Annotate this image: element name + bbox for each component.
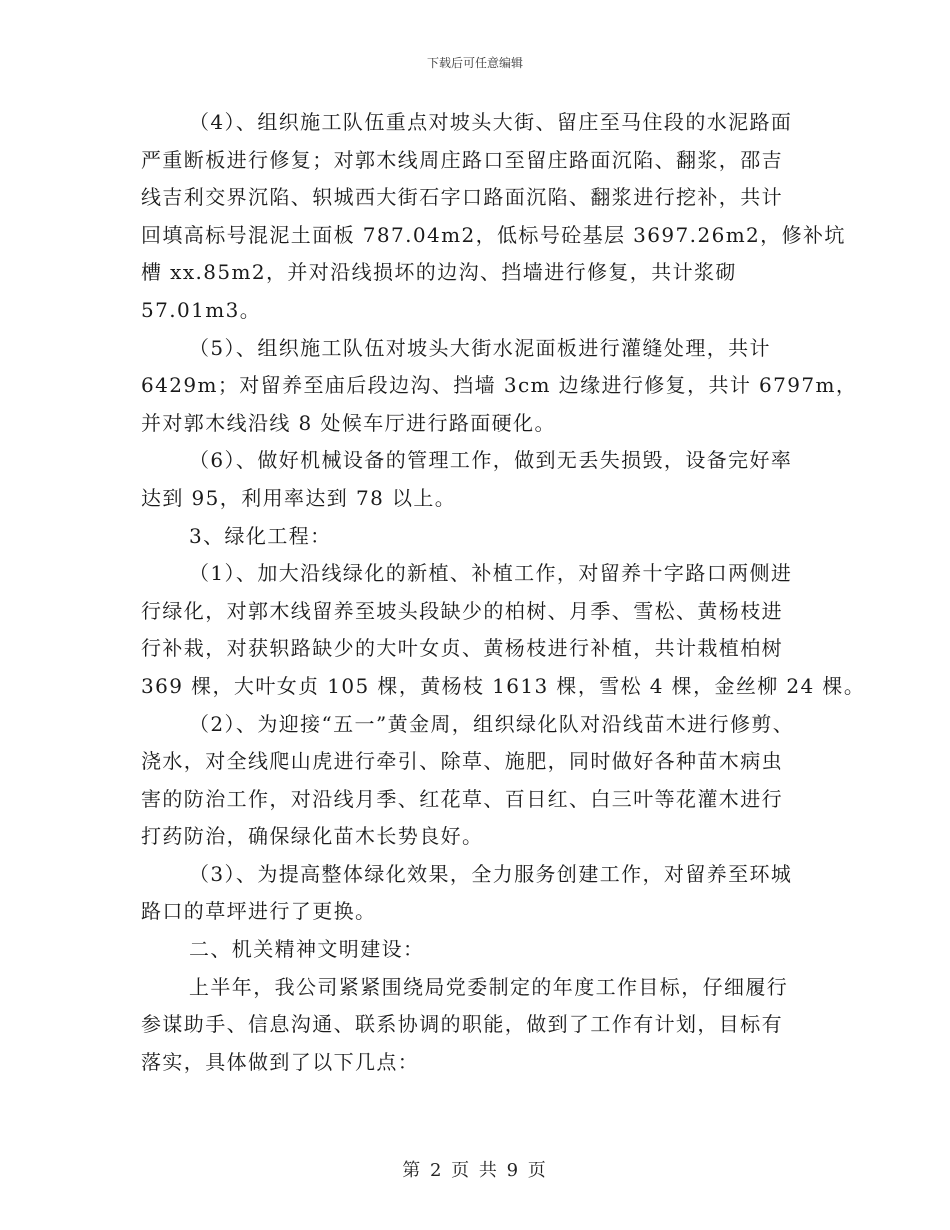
paragraph-line: 57.01m3。 xyxy=(141,297,262,322)
paragraph-line: 行绿化，对郭木线留养至坡头段缺少的柏树、月季、雪松、黄杨枝进 xyxy=(141,598,783,623)
paragraph-line: 严重断板进行修复；对郭木线周庄路口至留庄路面沉陷、翻浆，邵吉 xyxy=(141,147,783,172)
paragraph-line: 行补栽，对获轵路缺少的大叶女贞、黄杨枝进行补植，共计栽植柏树 xyxy=(141,636,783,661)
paragraph-line: （6）、做好机械设备的管理工作，做到无丢失损毁，设备完好率 xyxy=(189,448,793,473)
paragraph-line: 6429m；对留养至庙后段边沟、挡墙 3cm 边缘进行修复，共计 6797m， xyxy=(141,373,858,398)
paragraph-line: 害的防治工作，对沿线月季、红花草、百日红、白三叶等花灌木进行 xyxy=(141,786,783,811)
paragraph-line: 达到 95，利用率达到 78 以上。 xyxy=(141,485,457,510)
paragraph-line: 路口的草坪进行了更换。 xyxy=(141,899,377,924)
paragraph-line: （3）、为提高整体绿化效果，全力服务创建工作，对留养至环城 xyxy=(189,861,793,886)
paragraph-line: （2）、为迎接“五一”黄金周，组织绿化队对沿线苗木进行修剪、 xyxy=(189,711,795,736)
paragraph-line: 回填高标号混泥土面板 787.04m2，低标号砼基层 3697.26m2，修补坑 xyxy=(141,222,846,247)
paragraph-line: 浇水，对全线爬山虎进行牵引、除草、施肥，同时做好各种苗木病虫 xyxy=(141,749,783,774)
paragraph-line: 线吉利交界沉陷、轵城西大街石字口路面沉陷、翻浆进行挖补，共计 xyxy=(141,185,783,210)
paragraph-line: （1）、加大沿线绿化的新植、补植工作，对留养十字路口两侧进 xyxy=(189,561,793,586)
section-heading: 二、机关精神文明建设： xyxy=(189,937,425,962)
page-header: 下载后可任意编辑 xyxy=(426,56,523,70)
paragraph-line: 参谋助手、信息沟通、联系协调的职能，做到了工作有计划，目标有 xyxy=(141,1012,783,1037)
paragraph-line: 落实，具体做到了以下几点： xyxy=(141,1049,420,1074)
paragraph-line: 369 棵，大叶女贞 105 棵，黄杨枝 1613 棵，雪松 4 棵，金丝柳 24 棵。 xyxy=(141,673,866,698)
section-heading: 3、绿化工程： xyxy=(189,523,332,548)
paragraph-line: 槽 xx.85m2，并对沿线损坏的边沟、挡墙进行修复，共计浆砌 xyxy=(141,260,737,285)
paragraph-line: 并对郭木线沿线 8 处候车厅进行路面硬化。 xyxy=(141,410,556,435)
paragraph-line: （5）、组织施工队伍对坡头大街水泥面板进行灌缝处理，共计 xyxy=(189,335,771,360)
page-number: 第 2 页 共 9 页 xyxy=(402,1160,548,1181)
paragraph-line: （4）、组织施工队伍重点对坡头大街、留庄至马住段的水泥路面 xyxy=(189,110,793,134)
document-body xyxy=(141,110,866,1089)
paragraph-line: 打药防治，确保绿化苗木长势良好。 xyxy=(141,824,484,849)
paragraph-line: 上半年，我公司紧紧围绕局党委制定的年度工作目标，仔细履行 xyxy=(189,974,789,999)
